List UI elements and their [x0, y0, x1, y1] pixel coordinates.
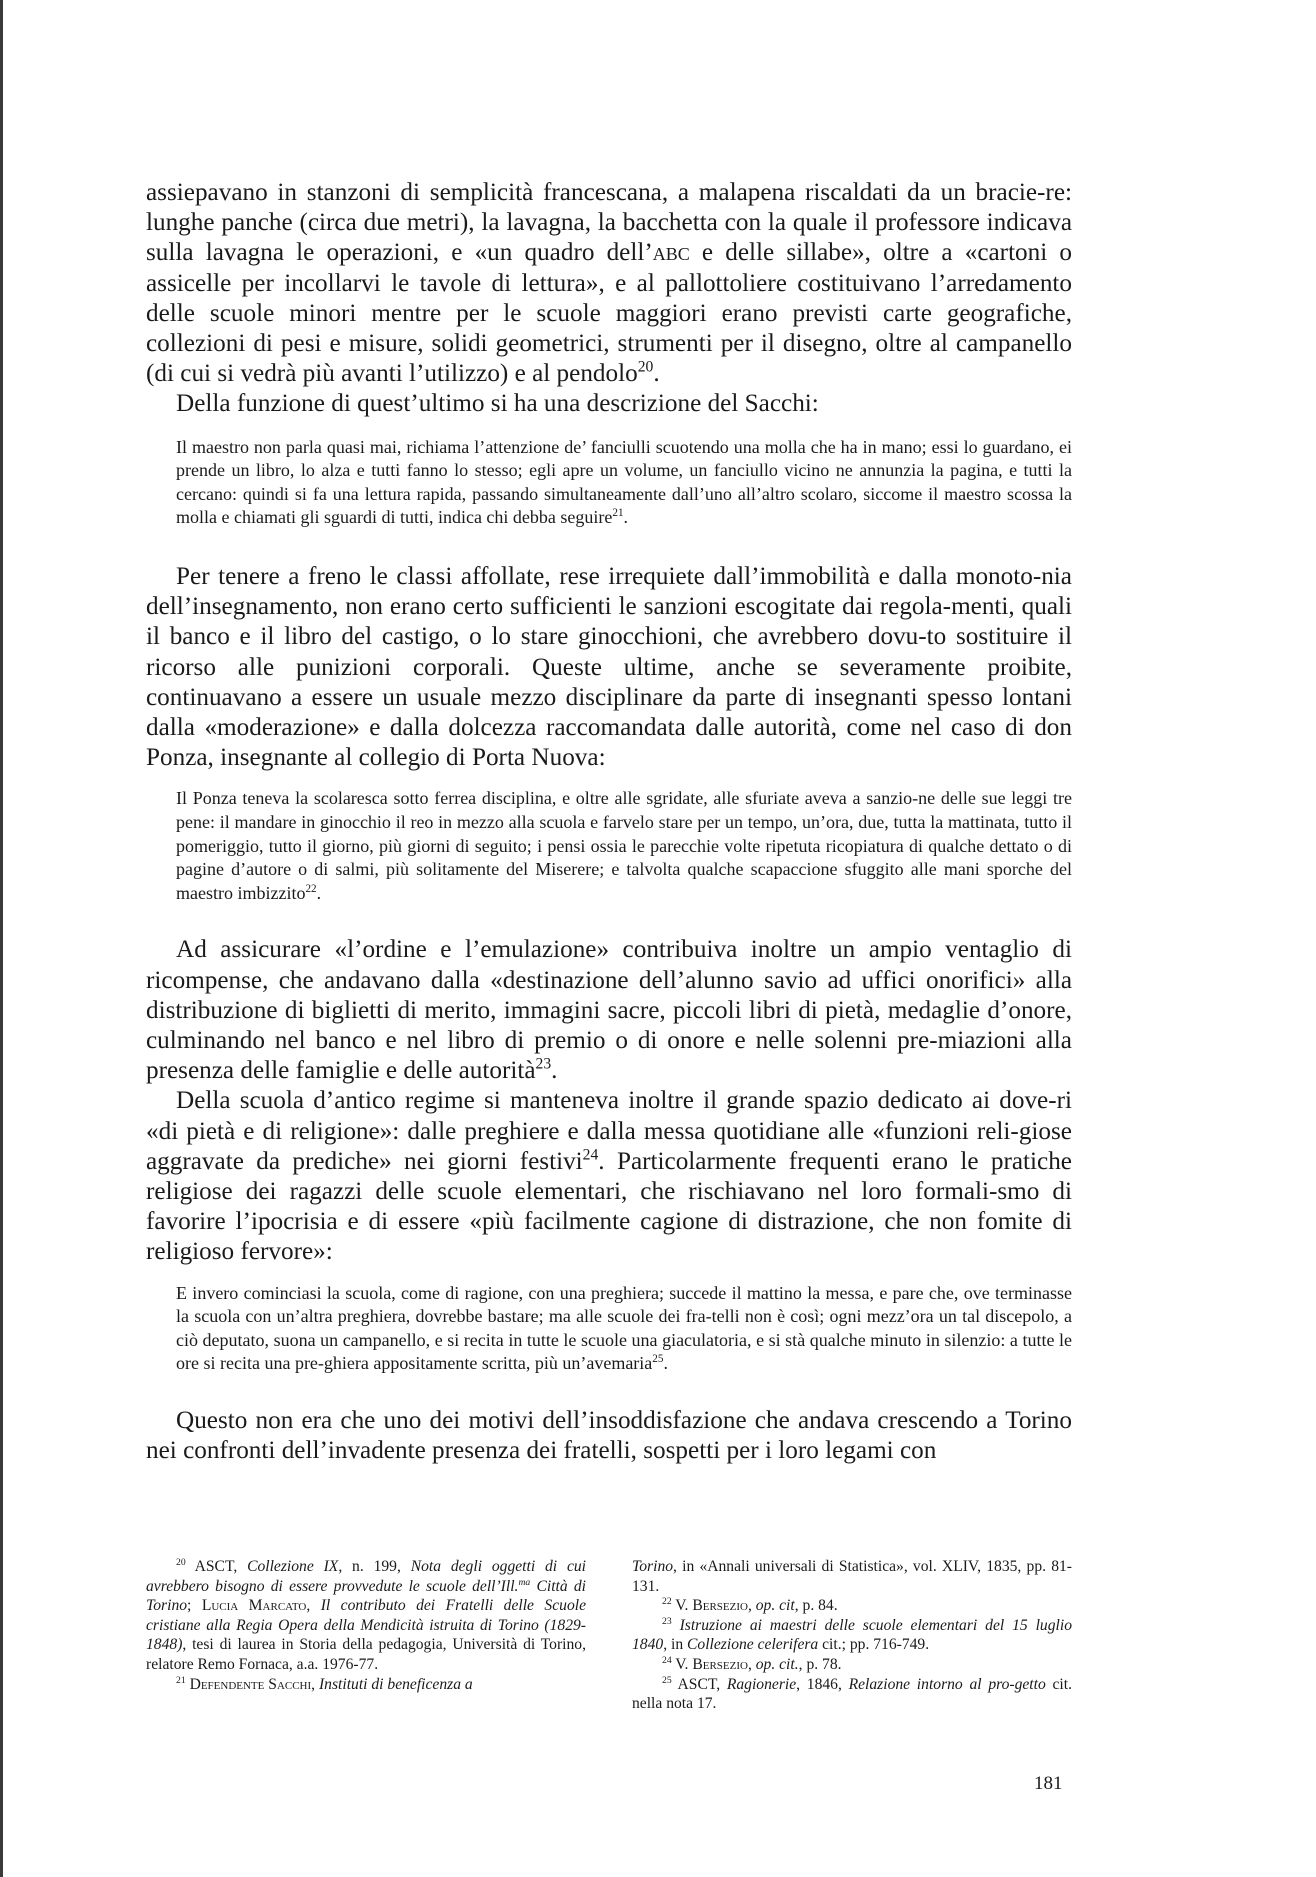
footnote-21: $^{21}$ Defendente Sacchi, Instituti di beneficenza a [176, 1674, 473, 1693]
paragraph-4: Ad assicurare «l’ordine e l’emulazione» contribuiva inoltre un ampio ventaglio di ricompense, che andavano dalla «destinazione dell’alunno savio ad uffici onorifici» alla distribuzione di biglietti di merito, immagini sacre, piccoli libri di pietà, medaglie d’onore, culminando nel banco e nel libro di premio o di onore e nelle solenni pre-miazioni alla presenza delle famiglie e delle autorità$^{23}$. [146, 936, 1072, 1085]
quote-sacchi: Il maestro non parla quasi mai, richiama l’attenzione de’ fanciulli scuotendo una molla che ha in mano; essi lo guardano, ei prende un libro, lo alza e tutti fanno lo stesso; egli apre un volume, un fanciullo vicino ne annunzia la pagina, e tutti la cercano: quindi si fa una lettura rapida, passando simultaneamente dall’uno all’altro scolaro, siccome il maestro scossa la molla e chiamati gli sguardi di tutti, indica chi debba seguire$^{21}$. [176, 436, 1072, 528]
scan-edge-shadow [0, 0, 3, 1877]
quote-ponza: Il Ponza teneva la scolaresca sotto ferrea disciplina, e oltre alle sgridate, alle sfuriate aveva a sanzio-ne delle sue leggi tre pene: il mandare in ginocchio il reo in mezzo alla scuola e farvelo stare per un tempo, un’ora, due, tutta la mattinata, tutto il pomeriggio, tutto il giorno, più giorni di seguito; i pensi ossia le parecchie volte ripetuta ricopiatura di qualche dettato o di pagine d’autore o di salmi, più solitamente del Miserere; e talvolta qualche scapaccione sfuggito alle mani sporche del maestro imbizzito$^{22}$. [176, 788, 1072, 903]
footnote-22: $^{22}$ V. Bersezio, op. cit, p. 84. [662, 1596, 838, 1615]
footnotes [146, 1557, 1072, 1714]
paragraph-3: Per tenere a freno le classi affollate, rese irrequiete dall’immobilità e dalla monoto-nia dell’insegnamento, non erano certo sufficienti le sanzioni escogitate dai regola-menti, quali il banco e il libro del castigo, o lo stare ginocchioni, che avrebbero dovu-to sostituire il ricorso alle punizioni corporali. Queste ultime, anche se severamente proibite, continuavano a essere un usuale mezzo disciplinare da parte di insegnanti spesso lontani dalla «moderazione» e dalla dolcezza raccomandata dalle autorità, come nel caso di don Ponza, insegnante al collegio di Porta Nuova: [146, 563, 1072, 772]
page-number: 181 [1034, 1773, 1063, 1794]
footnotes-right-column [632, 1557, 1072, 1714]
footnote-24: $^{24}$ V. Bersezio, op. cit., p. 78. [662, 1654, 842, 1673]
paragraph-5: Della scuola d’antico regime si manteneva inoltre il grande spazio dedicato ai dove-ri «di pietà e di religione»: dalle preghiere e dalla messa quotidiane alle «funzioni reli-giose aggravate da prediche» nei giorni festivi$^{24}$. Particolarmente frequenti erano le pratiche religiose dei ragazzi delle scuole elementari, che rischiavano nel loro formali-smo di favorire l’ipocrisia e di essere «più facilmente cagione di distrazione, che non fomite di religioso fervore»: [146, 1087, 1072, 1266]
footnote-21-continued: Torino, in «Annali universali di Statistica», vol. XLIV, 1835, pp. 81-131. [632, 1558, 1072, 1595]
quote-preghiera: E invero cominciasi la scuola, come di ragione, con una preghiera; succede il mattino la messa, e pare che, ove terminasse la scuola con un’altra preghiera, dovrebbe bastare; ma alle scuole dei fra-telli non è così; ogni mezz’ora un tal discepolo, a ciò deputato, suona un campanello, e si recita in tutte le scuole una giaculatoria, e si stà qualche minuto in silenzio: a tutte le ore si recita una pre-ghiera appositamente scritta, più un’avemaria$^{25}$. [176, 1282, 1072, 1374]
footnotes-left-column [146, 1557, 586, 1714]
footnote-25: $^{25}$ ASCT, Ragionerie, 1846, Relazione intorno al pro-getto cit. nella nota 17. [632, 1674, 1072, 1713]
paragraph-1: assiepavano in stanzoni di semplicità francescana, a malapena riscaldati da un bracie-re: lunghe panche (circa due metri), la lavagna, la bacchetta con la quale il professore indicava sulla lavagna le operazioni, e «un quadro dell’abc e delle sillabe», oltre a «cartoni o assicelle per incollarvi le tavole di lettura», e al pallottoliere costituivano l’arredamento delle scuole minori mentre per le scuole maggiori erano previsti carte geografiche, collezioni di pesi e misure, solidi geometrici, strumenti per il disegno, oltre al campanello (di cui si vedrà più avanti l’utilizzo) e al pendolo$^{20}$. [146, 179, 1072, 388]
main-text-column [146, 178, 1072, 1466]
paragraph-2: Della funzione di quest’ultimo si ha una descrizione del Sacchi: [176, 390, 819, 418]
footnote-20: $^{20}$ ASCT, Collezione IX, n. 199, Nota degli oggetti di cui avrebbero bisogno di essere provvedute le scuole dell’Ill.$^{ma}$ Città di Torino; Lucia Marcato, Il contributo dei Fratelli delle Scuole cristiane alla Regia Opera della Mendicità istruita di Torino (1829-1848), tesi di laurea in Storia della pedagogia, Università di Torino, relatore Remo Fornaca, a.a. 1976-77. [146, 1556, 586, 1673]
paragraph-6: Questo non era che uno dei motivi dell’insoddisfazione che andava crescendo a Torino nei confronti dell’invadente presenza dei fratelli, sospetti per i loro legami con [146, 1407, 1072, 1465]
footnote-23: $^{23}$ Istruzione ai maestri delle scuole elementari del 15 luglio 1840, in Collezione celerifera cit.; pp. 716-749. [632, 1615, 1072, 1654]
